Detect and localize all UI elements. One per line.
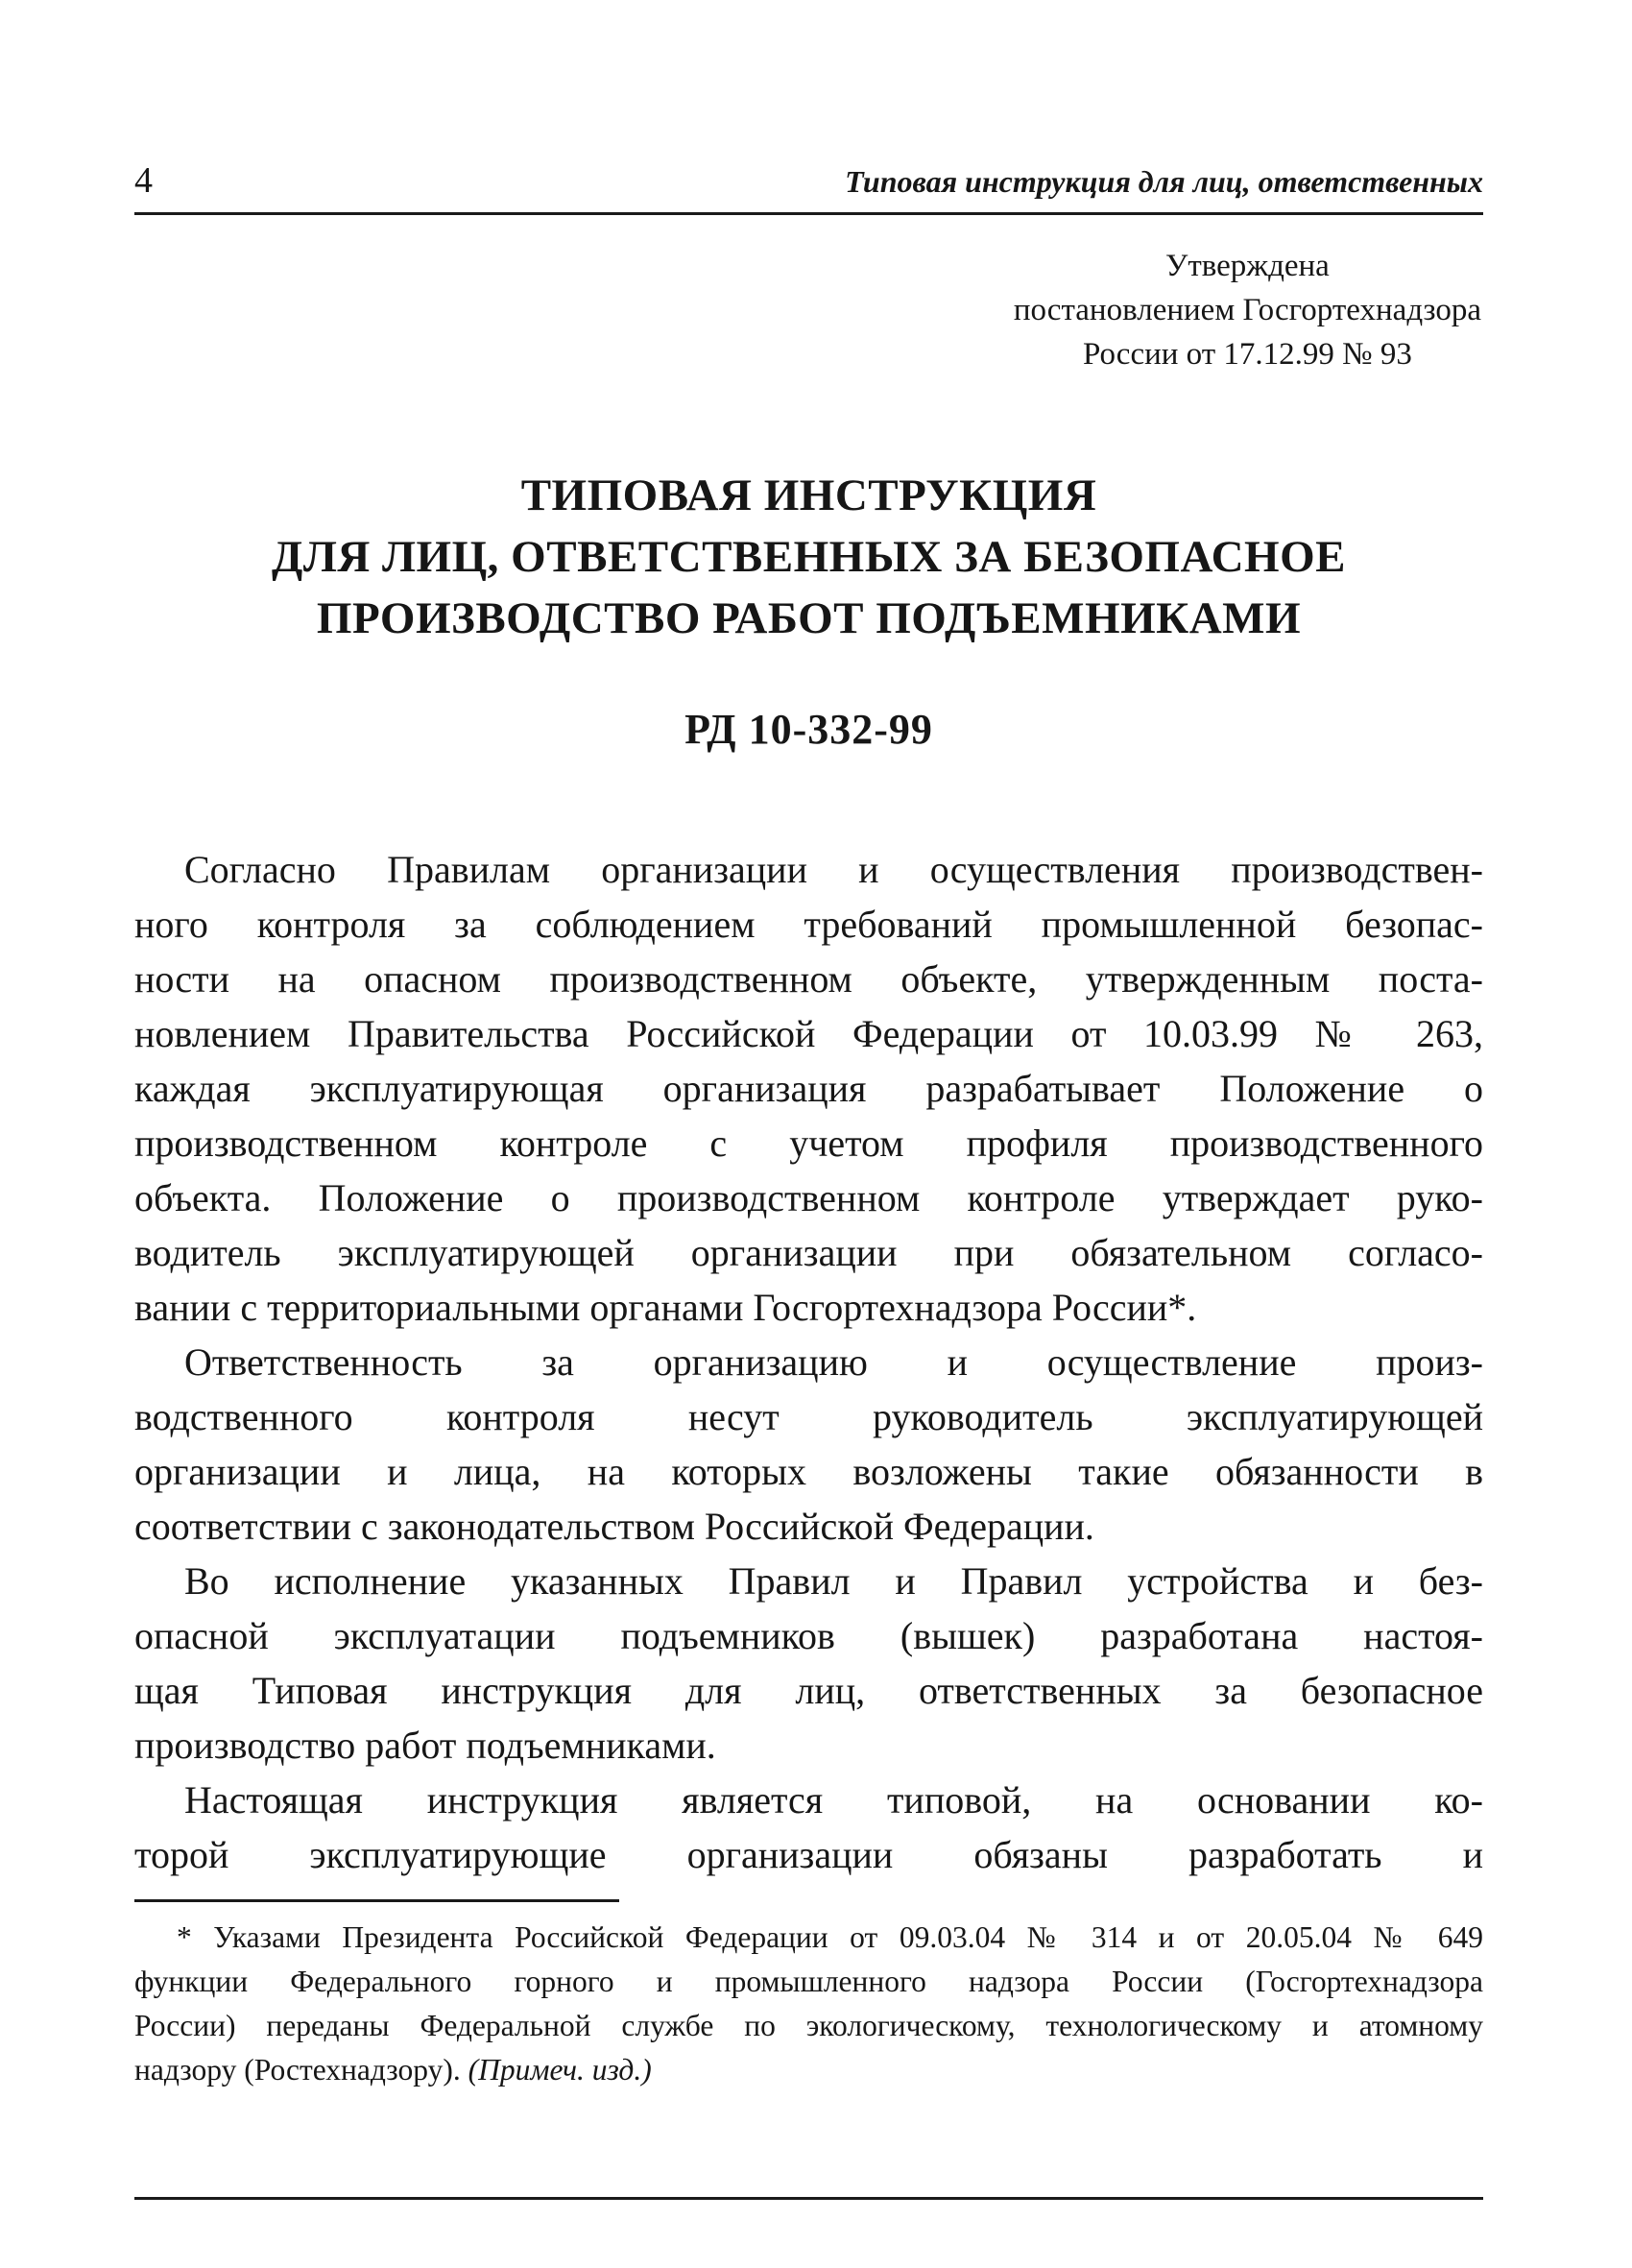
page-number: 4 <box>134 160 153 201</box>
paragraph-1: Согласно Правилам организации и осуществления производствен- ного контроля за соблюдением требований промышленной безопас- ности на опасном производственном объекте, утвержденным поста- новлением Правительства Российской Федерации от 10.03.99 № 263, каждая эксплуатирующая организация разрабатывает Положение о производственном контроле с учетом профиля производственного объекта. Положение о производственном контроле утверждает руко- водитель эксплуатирующей организации при обязательном согласо- вании с территориальными органами Госгортехнадзора России*. <box>134 848 1483 1329</box>
paragraph-3: Во исполнение указанных Правил и Правил устройства и без- опасной эксплуатации подъемников (вышек) разработана настоя- щая Типовая инструкция для лиц, ответственных за безопасное производство работ подъемниками. <box>134 1559 1483 1767</box>
bottom-rule <box>134 2197 1483 2200</box>
footnote-text: * Указами Президента Российской Федерации от 09.03.04 № 314 и от 20.05.04 № 649 функции Федерального горного и промышленного надзора России (Госгортехнадзора России) переданы Федеральной службе по экологическому, технологическому и атомному <box>134 1920 1483 2042</box>
document-title: ТИПОВАЯ ИНСТРУКЦИЯ ДЛЯ ЛИЦ, ОТВЕТСТВЕННЫХ ЗА БЕЗОПАСНОЕ ПРОИЗВОДСТВО РАБОТ ПОДЪЕМНИКАМИ <box>271 470 1346 643</box>
footnote-last-line <box>134 2048 1483 2092</box>
paragraph-4: Настоящая инструкция является типовой, на основании ко- торой эксплуатирующие организации обязаны разработать и <box>134 1778 1483 1876</box>
footnote-separator <box>134 1899 619 1902</box>
header-rule <box>134 212 1483 215</box>
paragraph-2: Ответственность за организацию и осуществление произ- водственного контроля несут руководитель эксплуатирующей организации и лица, на которых возложены такие обязанности в соответствии с законодательством Российской Федерации. <box>134 1340 1483 1548</box>
document-code: РД 10-332-99 <box>684 706 933 753</box>
footnote-last-text: надзору (Ростехнадзору). <box>134 2053 461 2087</box>
footnote-editor-note: (Примеч. изд.) <box>468 2053 652 2087</box>
running-title: Типовая инструкция для лиц, ответственных <box>845 164 1483 199</box>
page-header <box>134 161 1483 201</box>
approval-block: Утверждена постановлением Госгортехнадзора России от 17.12.99 № 93 <box>1013 249 1481 372</box>
footnote <box>134 1916 1483 2092</box>
document-body <box>134 842 1483 1882</box>
